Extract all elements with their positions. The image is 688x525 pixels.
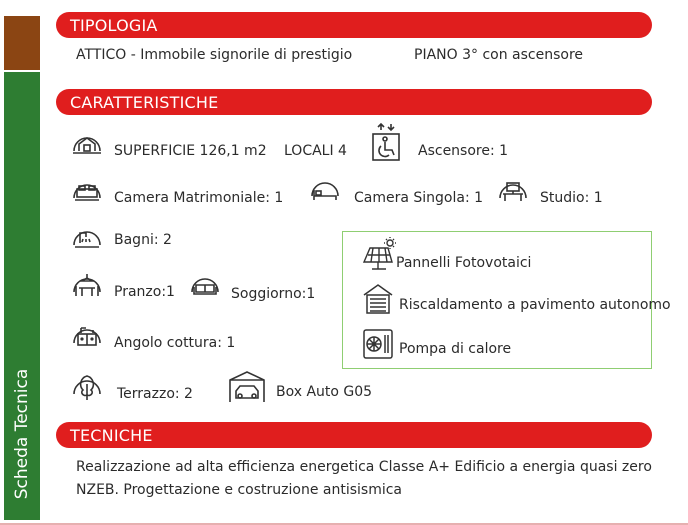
bed-icon [70,174,104,208]
tree-icon [70,370,104,404]
sidebar-accent-brown [4,16,40,70]
box-auto-text: Box Auto G05 [276,384,373,400]
elevator-icon [369,122,405,162]
angolo-cottura-text: Angolo cottura: 1 [114,335,236,351]
riscaldamento-text: Riscaldamento a pavimento autonomo [399,297,671,313]
kitchen-icon [70,319,104,353]
pannelli-text: Pannelli Fotovotaici [396,255,532,271]
section-header-caratteristiche [56,89,652,115]
sidebar-label: Scheda Tecnica [12,368,32,500]
dining-icon [70,268,104,302]
single-bed-icon [308,174,342,208]
section-title-tecniche: TECNICHE [70,426,153,445]
bagni-text: Bagni: 2 [114,232,172,248]
camera-matrimoniale-text: Camera Matrimoniale: 1 [114,190,284,206]
house-icon [70,127,104,161]
soggiorno-text: Soggiorno:1 [231,286,316,302]
section-header-tecniche [56,422,652,448]
floor-heating-icon [360,281,396,317]
pranzo-text: Pranzo:1 [114,284,175,300]
sofa-icon [188,268,222,302]
superficie-text: SUPERFICIE 126,1 m2 [114,143,267,159]
tecniche-description: Realizzazione ad alta efficienza energetica Classe A+ Edificio a energia quasi zero NZEB. Progettazione e costruzione antisismica [76,459,652,498]
desk-icon [496,174,530,208]
locali-text: LOCALI 4 [284,143,347,159]
section-header-tipologia [56,12,652,38]
ascensore-text: Ascensore: 1 [418,143,509,159]
tipologia-piano: PIANO 3° con ascensore [414,47,584,63]
section-title-tipologia: TIPOLOGIA [70,16,158,35]
heat-pump-icon [360,326,396,362]
solar-panel-icon [360,236,398,272]
section-title-caratteristiche: CARATTERISTICHE [70,93,219,112]
terrazzo-text: Terrazzo: 2 [117,386,193,402]
camera-singola-text: Camera Singola: 1 [354,190,484,206]
studio-text: Studio: 1 [540,190,603,206]
tipologia-description: ATTICO - Immobile signorile di prestigio [76,47,353,63]
pompa-text: Pompa di calore [399,341,512,357]
garage-icon [226,368,268,404]
bath-icon [70,221,104,255]
